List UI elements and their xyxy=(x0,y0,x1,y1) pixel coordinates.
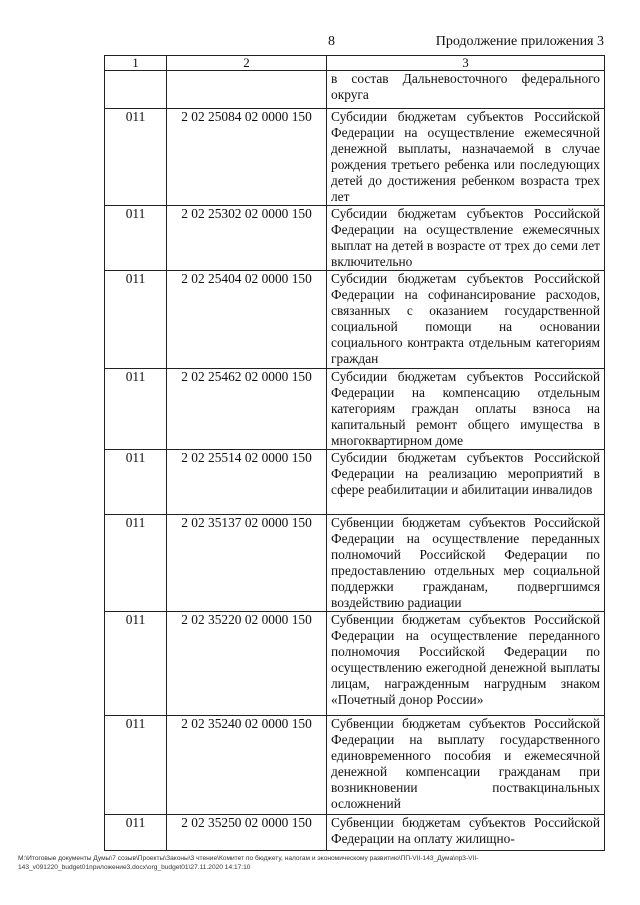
revenue-description: Субсидии бюджетам субъектов Российской Федерации на реализацию мероприятий в сфере реабилитации и абилитации инвалидов xyxy=(327,450,605,515)
column-number-row xyxy=(105,56,605,71)
admin-code: 011 xyxy=(105,271,167,369)
admin-code: 011 xyxy=(105,716,167,815)
column-number-3: 3 xyxy=(327,56,605,71)
continuation-label: Продолжение приложения 3 xyxy=(435,34,604,49)
table-row xyxy=(105,612,605,716)
revenue-code: 2 02 25462 02 0000 150 xyxy=(167,369,327,450)
admin-code: 011 xyxy=(105,450,167,515)
admin-code: 011 xyxy=(105,612,167,716)
revenue-code: 2 02 35240 02 0000 150 xyxy=(167,716,327,815)
revenue-description: Субвенции бюджетам субъектов Российской Федерации на осуществление переданных полномочий Российской Федерации по предоставлению отдельных мер социальной поддержки гражданам, подвергшимся воздействию радиации xyxy=(327,515,605,612)
table-row xyxy=(105,369,605,450)
revenue-description: Субвенции бюджетам субъектов Российской Федерации на осуществление переданного полномочия Российской Федерации по осуществлению ежегодной денежной выплаты лицам, награжденным нагрудным знаком «Почетный донор России» xyxy=(327,612,605,716)
table-row xyxy=(105,815,605,851)
revenue-code: 2 02 25514 02 0000 150 xyxy=(167,450,327,515)
column-number-1: 1 xyxy=(105,56,167,71)
revenue-description: Субсидии бюджетам субъектов Российской Федерации на осуществление ежемесячной денежной выплаты, назначаемой в случае рождения третьего ребенка или последующих детей до достижения ребенком возраста трех лет xyxy=(327,109,605,206)
table-row xyxy=(105,515,605,612)
revenue-code: 2 02 35137 02 0000 150 xyxy=(167,515,327,612)
admin-code xyxy=(105,71,167,109)
table-row xyxy=(105,271,605,369)
admin-code: 011 xyxy=(105,206,167,271)
revenue-code: 2 02 35220 02 0000 150 xyxy=(167,612,327,716)
revenue-code: 2 02 25084 02 0000 150 xyxy=(167,109,327,206)
admin-code: 011 xyxy=(105,815,167,851)
revenue-description: Субсидии бюджетам субъектов Российской Федерации на осуществление ежемесячных выплат на детей в возрасте от трех до семи лет включительно xyxy=(327,206,605,271)
revenue-code: 2 02 35250 02 0000 150 xyxy=(167,815,327,851)
revenue-code xyxy=(167,71,327,109)
revenue-description: Субсидии бюджетам субъектов Российской Федерации на софинансирование расходов, связанных с оказанием государственной социальной помощи на основании социального контракта отдельным категориям граждан xyxy=(327,271,605,369)
table-row xyxy=(105,206,605,271)
table-row xyxy=(105,716,605,815)
admin-code: 011 xyxy=(105,369,167,450)
revenue-code: 2 02 25404 02 0000 150 xyxy=(167,271,327,369)
admin-code: 011 xyxy=(105,515,167,612)
revenue-description: в состав Дальневосточного федерального округа xyxy=(327,71,605,109)
table-row xyxy=(105,450,605,515)
revenue-code: 2 02 25302 02 0000 150 xyxy=(167,206,327,271)
admin-code: 011 xyxy=(105,109,167,206)
revenue-description: Субвенции бюджетам субъектов Российской Федерации на выплату государственного единовременного пособия и ежемесячной денежной компенсации гражданам при возникновении поствакцинальных осложнений xyxy=(327,716,605,815)
revenue-description: Субвенции бюджетам субъектов Российской Федерации на оплату жилищно- xyxy=(327,815,605,851)
revenue-codes-table xyxy=(104,55,605,851)
revenue-description: Субсидии бюджетам субъектов Российской Федерации на компенсацию отдельным категориям граждан оплаты взноса на капитальный ремонт общего имущества в многоквартирном доме xyxy=(327,369,605,450)
column-number-2: 2 xyxy=(167,56,327,71)
document-path-footer: М:\Итоговые документы Думы\7 созыв\Проекты\Законы\3 чтение\Комитет по бюджету, налогам и экономическому развитию\ПП-VII-143_Дума\пр3-VII-143_v091220_budget01приложение3.docx\org_budget01\27.11.2020 14:17:10 xyxy=(18,855,479,871)
table-row xyxy=(105,109,605,206)
table-row xyxy=(105,71,605,109)
page-number: 8 xyxy=(328,34,335,49)
